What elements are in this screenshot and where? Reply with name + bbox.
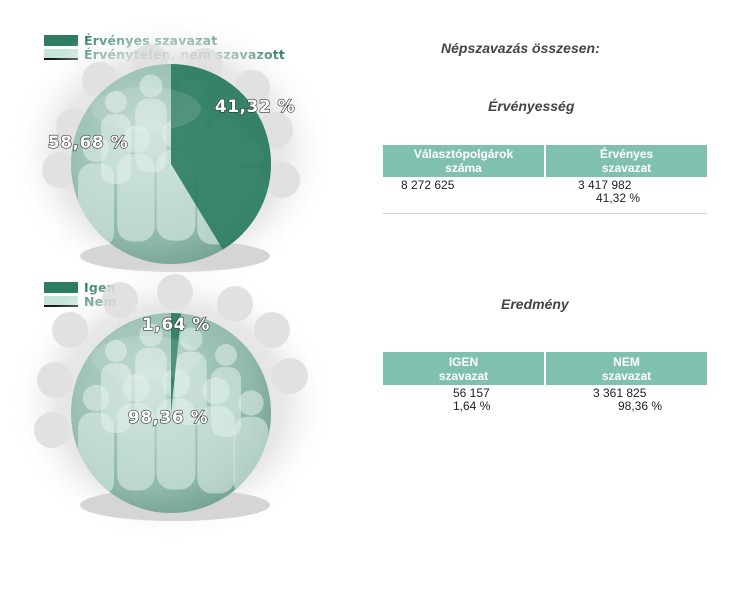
background-head (272, 358, 308, 394)
validity-header-voters: Választópolgárok száma (383, 145, 544, 177)
pie-highlight (91, 87, 201, 131)
background-head (52, 312, 88, 348)
result-cell-no (546, 385, 707, 417)
result-cell-yes (383, 385, 546, 417)
background-head (37, 362, 73, 398)
validity-table-row (383, 177, 707, 213)
result-header-yes: IGEN szavazat (383, 352, 544, 385)
result-yes-value: 56 157 (453, 386, 490, 400)
pie-data-label: 41,32 % (214, 97, 296, 117)
validity-table-divider (383, 213, 707, 214)
pie-chart-validity (9, 14, 333, 294)
validity-valid-value: 3 417 982 (578, 178, 632, 192)
validity-table-header (383, 145, 707, 177)
validity-header-valid: Érvényes szavazat (546, 145, 707, 177)
pie-data-label: 58,68 % (47, 133, 129, 153)
validity-cell-voters (383, 177, 546, 213)
validity-valid-pct: 41,32 % (596, 191, 641, 205)
result-no-value: 3 361 825 (593, 386, 647, 400)
validity-voters-value: 8 272 625 (401, 178, 455, 192)
result-heading: Eredmény (501, 296, 569, 312)
result-header-no: NEM szavazat (546, 352, 707, 385)
validity-table (383, 145, 707, 214)
result-no-pct: 98,36 % (618, 399, 663, 413)
background-head (217, 286, 253, 322)
result-table (383, 352, 707, 417)
pie-chart-result (9, 263, 333, 543)
validity-cell-valid (546, 177, 707, 213)
result-table-header (383, 352, 707, 385)
background-head (102, 282, 138, 318)
pie-data-label: 1,64 % (142, 315, 210, 335)
validity-heading: Érvényesség (488, 98, 575, 114)
pie-highlight (91, 336, 201, 380)
page-title: Népszavazás összesen: (441, 40, 600, 56)
result-yes-pct: 1,64 % (453, 399, 491, 413)
background-head (34, 412, 70, 448)
result-table-row (383, 385, 707, 417)
background-head (254, 312, 290, 348)
pie-data-label: 98,36 % (127, 408, 209, 428)
background-head (157, 274, 193, 310)
